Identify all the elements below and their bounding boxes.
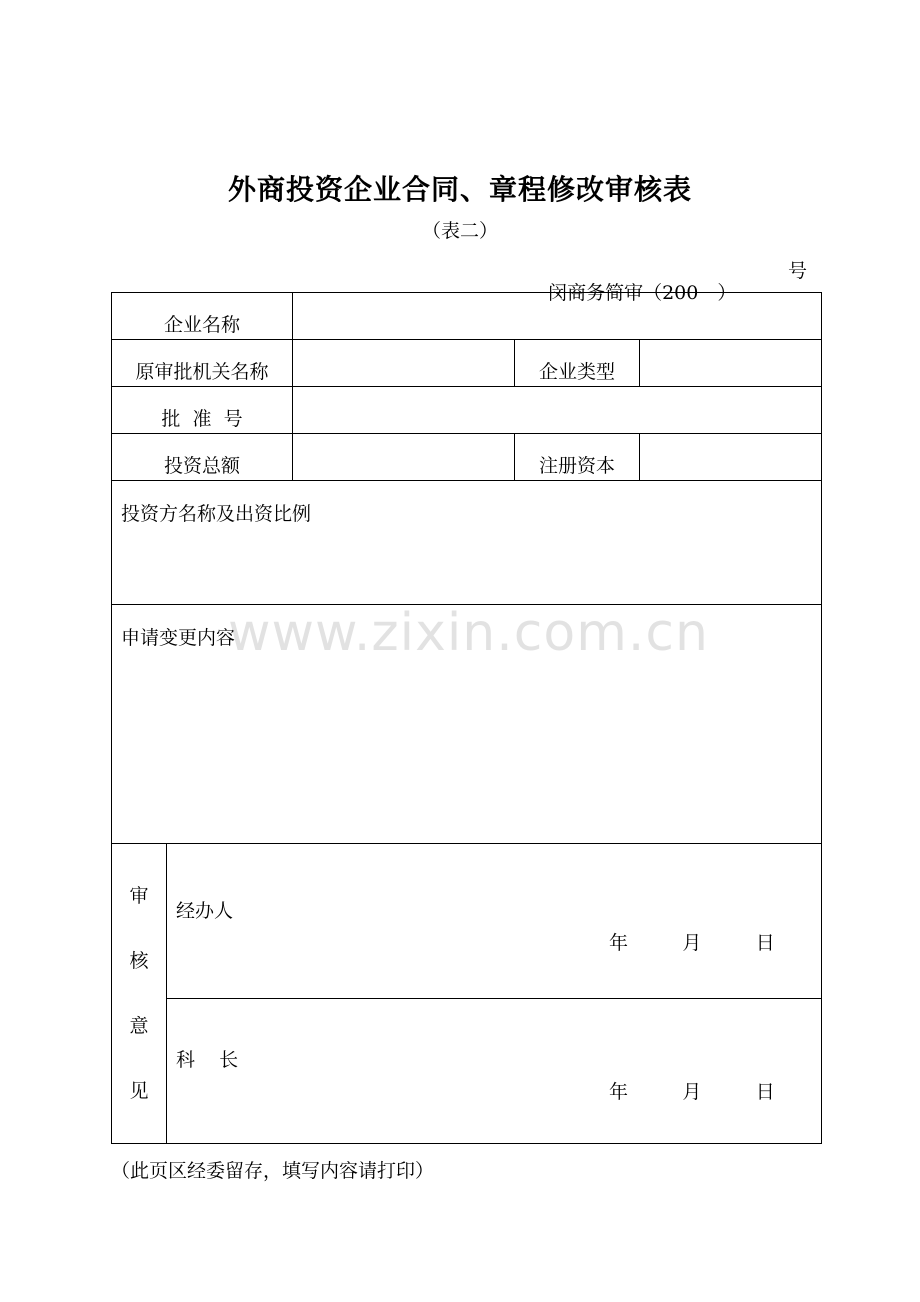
investors-label: 投资方名称及出资比例: [121, 503, 312, 525]
document-number-prefix: 闵商务简审（200 ）: [548, 282, 737, 304]
company-name-field[interactable]: [293, 293, 822, 340]
handler-date: 年 月 日: [609, 932, 775, 954]
change-content-label: 申请变更内容: [121, 627, 236, 649]
review-form-table: [111, 292, 822, 1144]
review-char-3: 意: [129, 1014, 149, 1037]
approval-no-field[interactable]: [293, 387, 822, 434]
company-name-label: 企业名称: [112, 293, 293, 340]
review-opinion-label: [112, 844, 167, 1144]
review-char-2: 核: [129, 949, 149, 972]
row-investors: [112, 481, 822, 605]
row-authority: [112, 340, 822, 387]
chief-signature-field[interactable]: [167, 999, 822, 1144]
original-authority-field[interactable]: [293, 340, 515, 387]
original-authority-label: 原审批机关名称: [112, 340, 293, 387]
total-investment-field[interactable]: [293, 434, 515, 481]
row-change-content: [112, 605, 822, 844]
company-type-field[interactable]: [640, 340, 822, 387]
row-company-name: [112, 293, 822, 340]
registered-capital-label: 注册资本: [515, 434, 640, 481]
handler-label: 经办人: [176, 900, 234, 922]
company-type-label: 企业类型: [515, 340, 640, 387]
total-investment-label: 投资总额: [112, 434, 293, 481]
chief-date: 年 月 日: [609, 1081, 775, 1103]
watermark: www.zixin.com.cn: [228, 603, 709, 663]
review-char-4: 见: [129, 1079, 149, 1102]
row-chief-review: [112, 999, 822, 1144]
handler-signature-field[interactable]: [167, 844, 822, 999]
form-subtitle: （表二）: [421, 220, 498, 242]
row-investment: [112, 434, 822, 481]
footnote: （此页区经委留存，填写内容请打印）: [111, 1160, 435, 1182]
row-handler-review: [112, 844, 822, 999]
row-approval-no: [112, 387, 822, 434]
document-number-suffix: 号: [788, 260, 808, 282]
registered-capital-field[interactable]: [640, 434, 822, 481]
chief-label: 科 长: [176, 1049, 239, 1071]
approval-no-label: 批 准 号: [112, 387, 293, 434]
form-title: 外商投资企业合同、章程修改审核表: [227, 173, 692, 206]
change-content-field[interactable]: [112, 605, 822, 844]
investors-field[interactable]: [112, 481, 822, 605]
review-char-1: 审: [129, 884, 149, 907]
